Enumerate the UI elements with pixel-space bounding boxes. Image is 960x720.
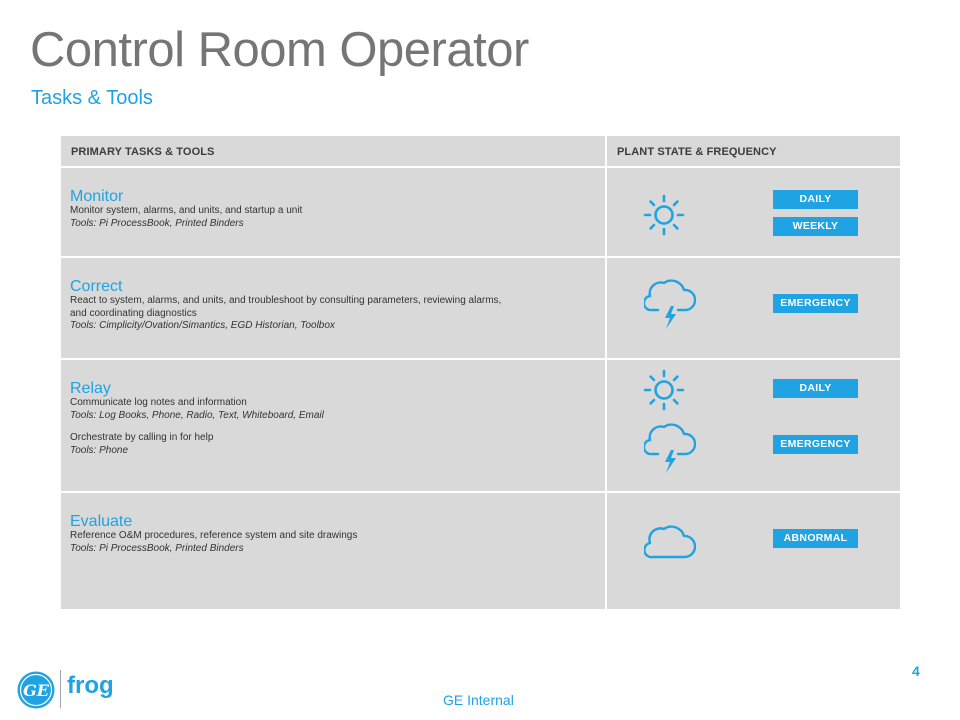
table-header-tasks	[61, 136, 605, 166]
frequency-badge-daily: DAILY	[773, 190, 858, 209]
company-logo	[16, 668, 126, 712]
frequency-badge-abnormal: ABNORMAL	[773, 529, 858, 548]
page-number: 4	[912, 663, 920, 679]
frequency-badge-daily: DAILY	[773, 379, 858, 398]
classification-label: GE Internal	[443, 692, 514, 708]
task-desc-monitor: Monitor system, alarms, and units, and startup a unit	[70, 205, 303, 216]
table-row-evaluate-tasks	[61, 493, 605, 609]
task-desc-relay-1: Communicate log notes and information	[70, 397, 247, 408]
task-tools-relay-1: Tools: Log Books, Phone, Radio, Text, Whiteboard, Email	[70, 409, 324, 421]
logo-divider	[60, 670, 61, 708]
ge-monogram-icon	[16, 670, 56, 710]
table-header-state	[607, 136, 900, 166]
cloud-icon	[644, 519, 696, 561]
storm-cloud-icon	[644, 276, 696, 332]
task-name-correct: Correct	[70, 278, 123, 295]
column-header-state: PLANT STATE & FREQUENCY	[617, 146, 777, 158]
table-row-relay-tasks	[61, 360, 605, 491]
task-desc-correct-line-2: and coordinating diagnostics	[70, 307, 197, 319]
page-title: Control Room Operator	[30, 23, 529, 77]
column-header-tasks: PRIMARY TASKS & TOOLS	[71, 146, 215, 158]
frog-logo-text: frog	[67, 672, 114, 699]
frequency-badge-emergency: EMERGENCY	[773, 435, 858, 454]
task-tools-evaluate: Tools: Pi ProcessBook, Printed Binders	[70, 542, 244, 554]
page-subtitle: Tasks & Tools	[31, 87, 153, 109]
task-name-relay: Relay	[70, 380, 111, 397]
task-tools-relay-2: Tools: Phone	[70, 444, 129, 456]
task-desc-relay-2: Orchestrate by calling in for help	[70, 432, 214, 443]
sun-icon	[642, 368, 686, 412]
task-desc-evaluate: Reference O&M procedures, reference system and site drawings	[70, 530, 358, 541]
frequency-badge-weekly: WEEKLY	[773, 217, 858, 236]
task-tools-monitor: Tools: Pi ProcessBook, Printed Binders	[70, 217, 244, 229]
table-row-monitor-tasks	[61, 168, 605, 256]
sun-icon	[642, 193, 686, 237]
task-name-monitor: Monitor	[70, 188, 124, 205]
table-row-correct-tasks	[61, 258, 605, 358]
tasks-table	[61, 136, 900, 609]
task-name-evaluate: Evaluate	[70, 513, 133, 530]
task-desc-correct-line-1: React to system, alarms, and units, and troubleshoot by consulting parameters, reviewing alarms,	[70, 295, 502, 306]
frequency-badge-emergency: EMERGENCY	[773, 294, 858, 313]
storm-cloud-icon	[644, 420, 696, 476]
task-tools-correct: Tools: Cimplicity/Ovation/Simantics, EGD Historian, Toolbox	[70, 320, 335, 331]
ge-logo-text: GE	[23, 681, 49, 700]
